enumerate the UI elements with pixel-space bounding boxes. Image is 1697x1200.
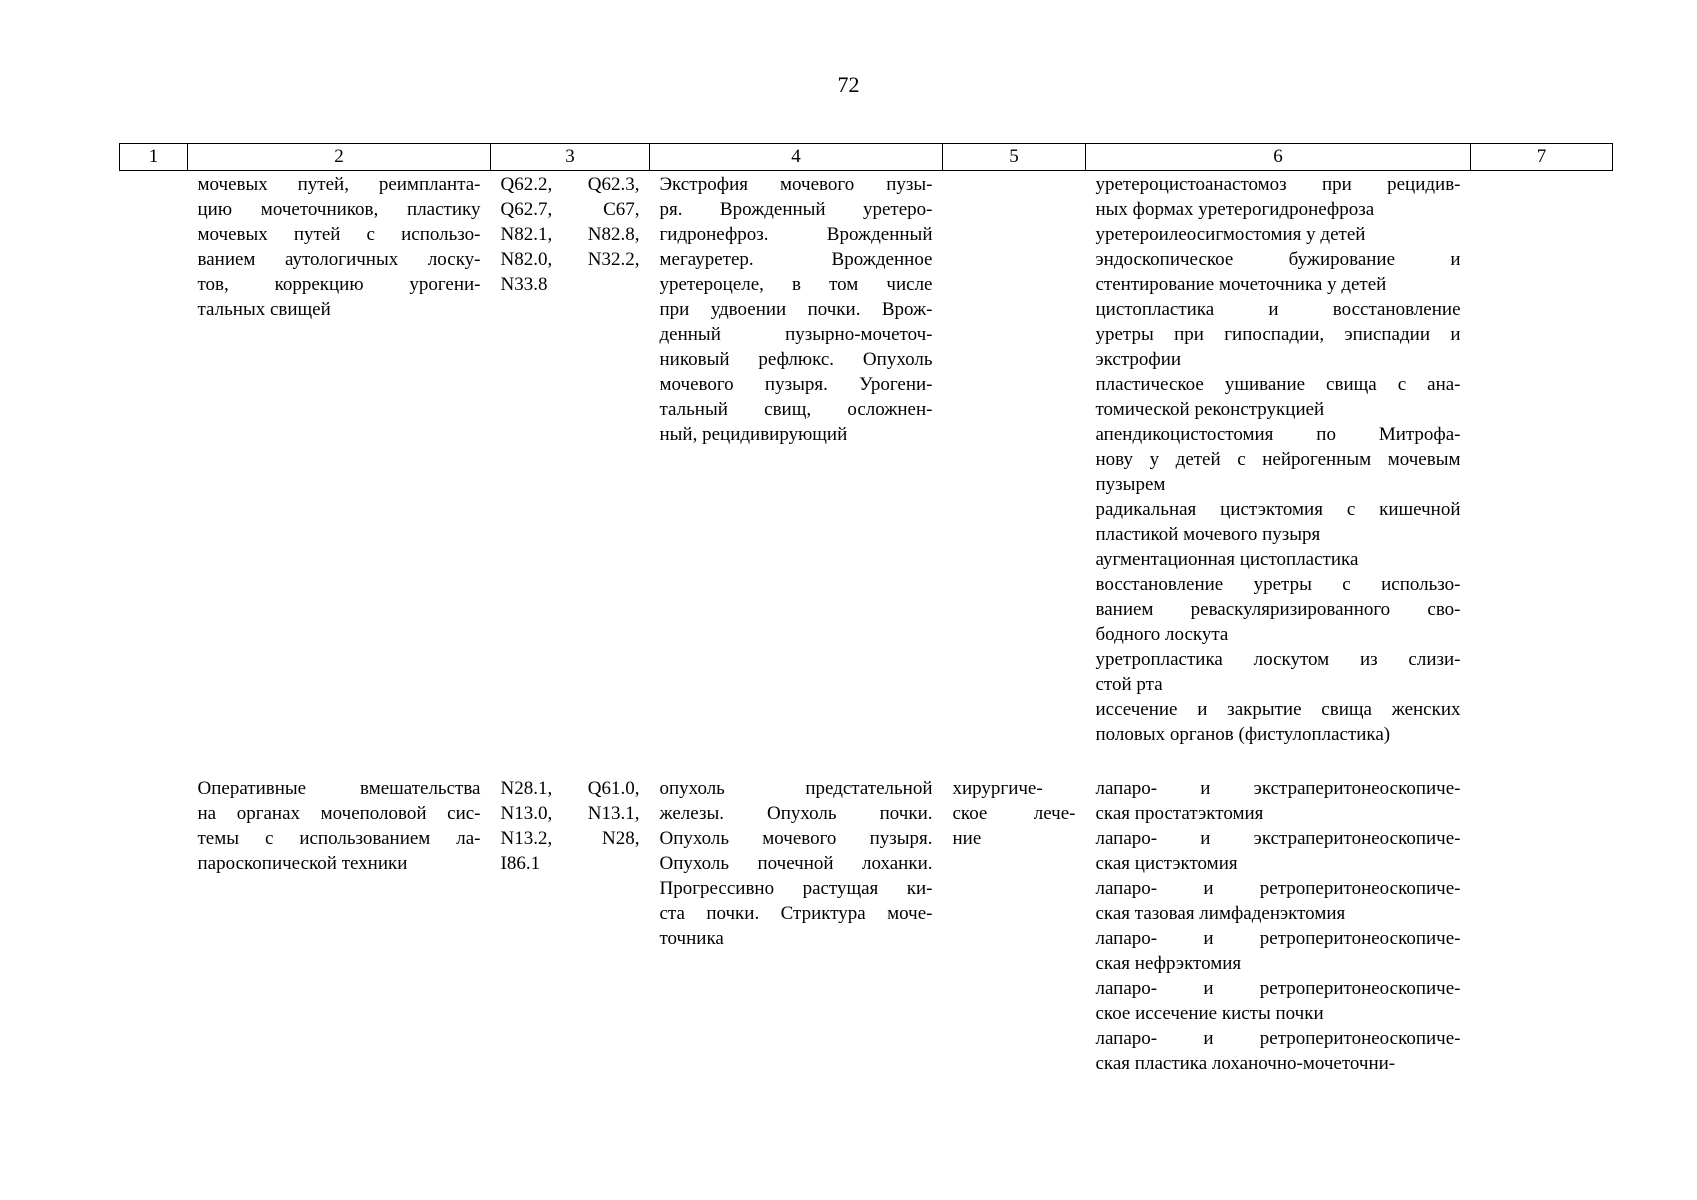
cell-line: ское лече- — [952, 803, 1076, 824]
cell-line: железы. Опухоль почки. — [659, 803, 933, 824]
cell-diagnosis — [650, 171, 943, 748]
cell-line: стентирование мочеточника у детей — [1095, 274, 1387, 295]
cell-line: уретероилеосигмостомия у детей — [1095, 224, 1366, 245]
cell-line: лапаро- и экстраперитонеоскопиче- — [1095, 778, 1461, 799]
cell-line: уретры при гипоспадии, эписпадии и — [1095, 324, 1461, 345]
cell-line: гидронефроз. Врожденный — [659, 224, 933, 245]
cell-col7 — [1471, 775, 1613, 1076]
cell-procedure-name — [188, 171, 491, 748]
cell-line: ванием аутологичных лоску- — [197, 249, 481, 270]
cell-line: ская пластика лоханочно-мочеточни- — [1095, 1053, 1396, 1074]
cell-line: ская тазовая лимфаденэктомия — [1095, 903, 1346, 924]
cell-line: Прогрессивно растущая ки- — [659, 878, 933, 899]
cell-line: ние — [952, 828, 982, 849]
table-row — [120, 171, 1613, 748]
cell-treatment-type — [943, 171, 1086, 748]
cell-line: темы с использованием ла- — [197, 828, 481, 849]
row-gap — [120, 747, 1613, 775]
cell-line: N28.1, Q61.0, — [500, 778, 640, 799]
cell-line: пластическое ушивание свища с ана- — [1095, 374, 1461, 395]
cell-line: тальных свищей — [197, 299, 331, 320]
cell-line: восстановление уретры с использо- — [1095, 574, 1461, 595]
cell-line: тальный свищ, осложнен- — [659, 399, 933, 420]
cell-line: лапаро- и ретроперитонеоскопиче- — [1095, 878, 1461, 899]
cell-line: Опухоль мочевого пузыря. — [659, 828, 933, 849]
cell-line: ванием реваскуляризированного сво- — [1095, 599, 1461, 620]
cell-col1 — [120, 171, 188, 748]
cell-line: томической реконструкцией — [1095, 399, 1325, 420]
cell-line: Оперативные вмешательства — [197, 778, 481, 799]
cell-line: бодного лоскута — [1095, 624, 1229, 645]
cell-line: ста почки. Стриктура моче- — [659, 903, 933, 924]
cell-line: апендикоцистостомия по Митрофа- — [1095, 424, 1461, 445]
column-number: 4 — [650, 144, 943, 171]
cell-method — [1086, 775, 1471, 1076]
column-number: 7 — [1471, 144, 1613, 171]
cell-line: мочевого пузыря. Урогени- — [659, 374, 933, 395]
column-number: 6 — [1086, 144, 1471, 171]
cell-line: пластикой мочевого пузыря — [1095, 524, 1321, 545]
column-number: 2 — [188, 144, 491, 171]
cell-icd-codes — [491, 171, 650, 748]
cell-line: ское иссечение кисты почки — [1095, 1003, 1324, 1024]
cell-line: мегауретер. Врожденное — [659, 249, 933, 270]
cell-line: ская цистэктомия — [1095, 853, 1238, 874]
cell-line: ская нефрэктомия — [1095, 953, 1242, 974]
cell-procedure-name — [188, 775, 491, 1076]
cell-line: Экстрофия мочевого пузы- — [659, 174, 933, 195]
cell-line: точника — [659, 928, 724, 949]
cell-line: цистопластика и восстановление — [1095, 299, 1461, 320]
cell-line: хирургиче- — [952, 778, 1043, 799]
cell-line: лапаро- и экстраперитонеоскопиче- — [1095, 828, 1461, 849]
cell-line: N13.0, N13.1, — [500, 803, 640, 824]
cell-line: N33.8 — [500, 274, 548, 295]
cell-line: радикальная цистэктомия с кишечной — [1095, 499, 1461, 520]
cell-line: никовый рефлюкс. Опухоль — [659, 349, 933, 370]
cell-line: Q62.7, C67, — [500, 199, 640, 220]
procedures-table — [119, 143, 1613, 1076]
cell-line: N82.1, N82.8, — [500, 224, 640, 245]
cell-line: мочевых путей с использо- — [197, 224, 481, 245]
cell-line: половых органов (фистулопластика) — [1095, 724, 1391, 745]
column-number: 5 — [943, 144, 1086, 171]
cell-line: ря. Врожденный уретеро- — [659, 199, 933, 220]
cell-line: Опухоль почечной лоханки. — [659, 853, 933, 874]
cell-line: уретропластика лоскутом из слизи- — [1095, 649, 1461, 670]
cell-line: аугментационная цистопластика — [1095, 549, 1359, 570]
cell-line: стой рта — [1095, 674, 1163, 695]
cell-line: лапаро- и ретроперитонеоскопиче- — [1095, 928, 1461, 949]
cell-line: I86.1 — [500, 853, 541, 874]
cell-line: экстрофии — [1095, 349, 1182, 370]
cell-treatment-type — [943, 775, 1086, 1076]
cell-icd-codes — [491, 775, 650, 1076]
cell-line: Q62.2, Q62.3, — [500, 174, 640, 195]
cell-line: опухоль предстательной — [659, 778, 933, 799]
cell-col7 — [1471, 171, 1613, 748]
cell-line: при удвоении почки. Врож- — [659, 299, 933, 320]
column-number-row — [120, 144, 1613, 171]
cell-line: тов, коррекцию урогени- — [197, 274, 481, 295]
table-row — [120, 775, 1613, 1076]
cell-diagnosis — [650, 775, 943, 1076]
cell-line: ный, рецидивирующий — [659, 424, 848, 445]
cell-method — [1086, 171, 1471, 748]
cell-line: денный пузырно-мочеточ- — [659, 324, 933, 345]
cell-line: лапаро- и ретроперитонеоскопиче- — [1095, 1028, 1461, 1049]
cell-line: пароскопической техники — [197, 853, 408, 874]
procedures-table-container — [119, 143, 1612, 1076]
cell-line: уретероцеле, в том числе — [659, 274, 933, 295]
cell-line: N82.0, N32.2, — [500, 249, 640, 270]
cell-line: иссечение и закрытие свища женских — [1095, 699, 1461, 720]
cell-line: мочевых путей, реимпланта- — [197, 174, 481, 195]
column-number: 3 — [491, 144, 650, 171]
cell-line: на органах мочеполовой сис- — [197, 803, 481, 824]
cell-line: цию мочеточников, пластику — [197, 199, 481, 220]
cell-line: пузырем — [1095, 474, 1166, 495]
cell-line: N13.2, N28, — [500, 828, 640, 849]
cell-line: лапаро- и ретроперитонеоскопиче- — [1095, 978, 1461, 999]
cell-col1 — [120, 775, 188, 1076]
cell-line: ных формах уретерогидронефроза — [1095, 199, 1375, 220]
column-number: 1 — [120, 144, 188, 171]
cell-line: нову у детей с нейрогенным мочевым — [1095, 449, 1461, 470]
page-number: 72 — [837, 72, 860, 97]
cell-line: ская простатэктомия — [1095, 803, 1264, 824]
cell-line: уретероцистоанастомоз при рецидив- — [1095, 174, 1461, 195]
cell-line: эндоскопическое бужирование и — [1095, 249, 1461, 270]
